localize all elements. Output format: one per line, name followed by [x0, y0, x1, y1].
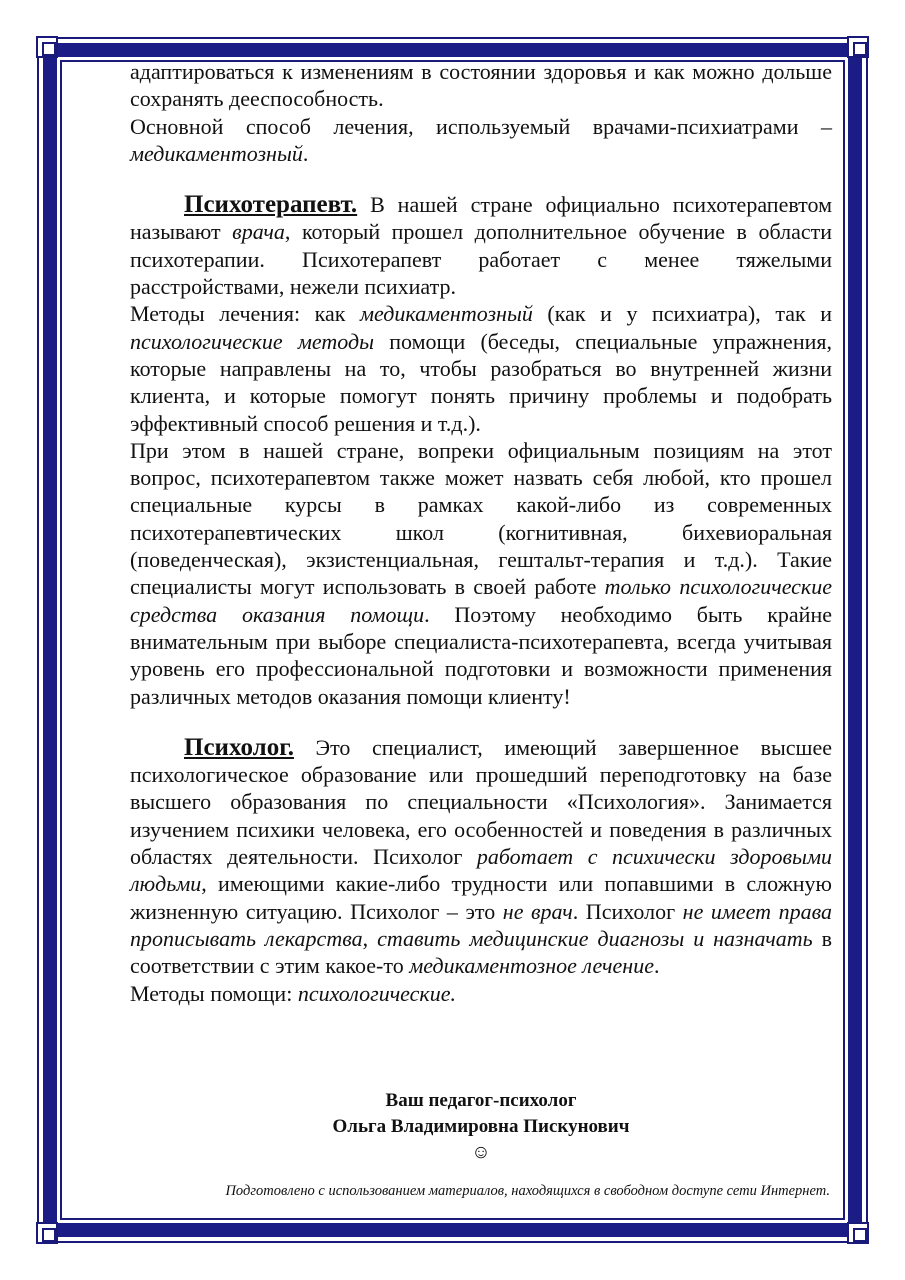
text-span: . Психолог [572, 898, 683, 924]
border-corner-ornament [847, 36, 869, 58]
italic-text: не врач [502, 898, 573, 924]
psychologist-methods [130, 980, 832, 1007]
signature-name: Ольга Владимировна Пискунович [332, 1116, 630, 1137]
text-span: , который прошел дополнительное обучение в области психотерапии. Психотерапевт работает с менее тяжелыми расстройствами, нежели психиатр. [130, 219, 832, 300]
signature-block [130, 1088, 832, 1140]
document-body [130, 58, 832, 1007]
text-span: Основной способ лечения, используемый врачами-психиатрами – [130, 113, 832, 139]
border-corner-ornament [847, 1222, 869, 1244]
section-psychologist [130, 734, 832, 980]
psychotherapist-methods [130, 300, 832, 436]
text-span: Это специалист, имеющий завершенное высшее психологическое образование или прошедший переподготовку на базе высшего образования по специальности «Психология». Занимается изучением психики человека, его особенностей и поведения в различных областях деятельности. Психолог [130, 734, 832, 870]
italic-text: психологические методы [130, 328, 375, 354]
italic-text: не имеет права прописывать лекарства [130, 898, 832, 951]
text-span: (как и у психиатра), так и [532, 301, 832, 327]
text-span: При этом в нашей стране, вопреки официальным позициям на этот вопрос, психотерапевтом также может назвать себя любой, кто прошел специальные курсы в рамках какой-либо из современных психотерапевтических школ (когнитивная, бихевиоральная (поведенческая), экзистенциальная, гештальт-терапия и т.д.). Такие специалисты могут использовать в своей работе [130, 437, 832, 600]
section-psychotherapist [130, 191, 832, 300]
signature-role: Ваш педагог-психолог [385, 1090, 577, 1111]
italic-text: врача [232, 219, 285, 245]
italic-text: медикаментозный [130, 140, 303, 166]
heading-psychologist: Психолог. [184, 733, 294, 761]
footer-note: Подготовлено с использованием материалов, находящихся в свободном доступе сети Интернет. [225, 1183, 830, 1199]
text-span: помощи (беседы, специальные упражнения, которые направлены на то, чтобы разобраться во внутренней жизни клиента, и которые помогут понять причину проблемы и подобрать эффективный способ решения и т.д.). [130, 328, 832, 436]
heading-psychotherapist: Психотерапевт. [184, 191, 358, 219]
psychotherapist-warning [130, 437, 832, 710]
text-span: Методы помощи: [130, 980, 298, 1006]
paragraph-continuation: адаптироваться к изменениям в состоянии здоровья и как можно дольше сохранять дееспособность. [130, 59, 832, 112]
text-span: Методы лечения: как [130, 301, 360, 327]
italic-text: медикаментозный [360, 301, 533, 327]
border-corner-ornament [36, 36, 58, 58]
italic-text: ставить медицинские диагнозы и назначать [377, 925, 813, 951]
italic-text: медикаментозное лечение [409, 953, 654, 979]
text-span: , [362, 925, 378, 951]
smiley-icon: ☺ [471, 1142, 491, 1163]
italic-text: работает с психически здоровыми людьми [130, 844, 832, 897]
text-span: В нашей стране официально психотерапевтом называют [130, 192, 832, 245]
text-span: . [653, 953, 660, 979]
text-span: в соответствии с этим какое-то [130, 925, 833, 979]
text-span: . [302, 140, 309, 166]
italic-text: только психологические средства оказания помощи [130, 574, 832, 627]
text-span: . Поэтому необходимо быть крайне внимательным при выборе специалиста-психотерапевта, всегда учитывая уровень его профессиональной подготовки и возможности применения различных методов оказания помощи клиенту! [130, 601, 832, 709]
border-corner-ornament [36, 1222, 58, 1244]
paragraph-psychiatrist-method [130, 113, 832, 168]
italic-text: психологические. [297, 980, 456, 1006]
text-span: , имеющими какие-либо трудности или попавшими в сложную жизненную ситуацию. Психолог – это [130, 871, 832, 924]
